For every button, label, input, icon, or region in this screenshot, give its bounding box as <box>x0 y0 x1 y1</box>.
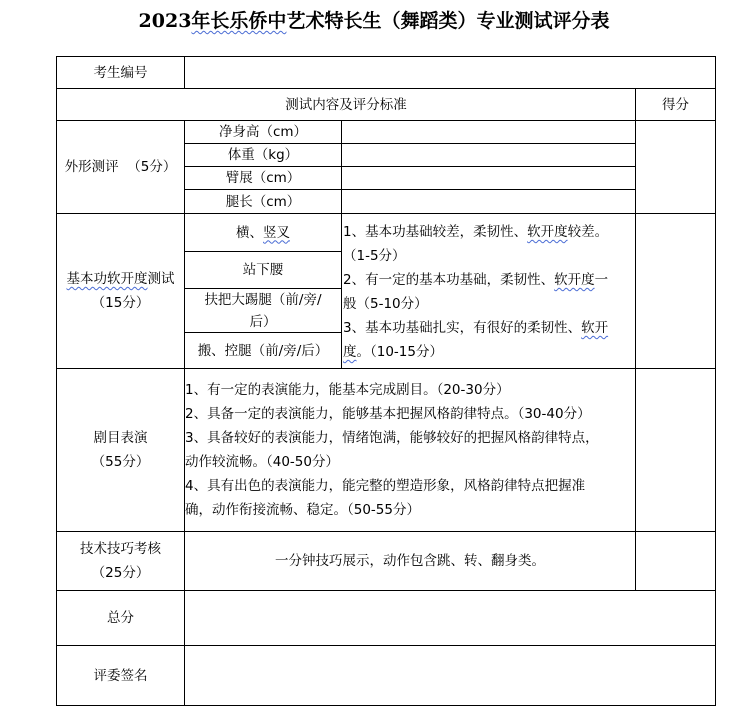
content-header: 测试内容及评分标准 <box>56 88 636 121</box>
appearance-value-armspan[interactable] <box>341 166 636 190</box>
appearance-value-leglength[interactable] <box>341 189 636 214</box>
exam-id-field[interactable] <box>184 56 716 89</box>
total-label: 总分 <box>56 590 185 646</box>
title-year: 2023 <box>138 10 192 32</box>
flexibility-score[interactable] <box>635 213 716 369</box>
appearance-label: 外形测评 （5分） <box>56 120 185 214</box>
appearance-item-armspan: 臂展（cm） <box>184 166 342 190</box>
signature-label: 评委签名 <box>56 645 185 706</box>
exam-id-label: 考生编号 <box>56 56 185 89</box>
flexibility-item-backbend: 站下腰 <box>184 251 342 289</box>
flexibility-item-kicks: 扶把大踢腿（前/旁/ 后） <box>184 288 342 333</box>
appearance-value-height[interactable] <box>341 120 636 144</box>
appearance-score[interactable] <box>635 120 716 214</box>
technique-label: 技术技巧考核 （25分） <box>56 531 185 591</box>
performance-criteria: 1、有一定的表演能力，能基本完成剧目。（20-30分） 2、具备一定的表演能力，能够基本把握风格韵律特点。（30-40分） 3、具备较好的表演能力，情绪饱满，能够较好的把握风格韵律特点， 动作较流畅。（40-50分） 4、具有出色的表演能力，能完整的塑造形象，风格韵律特点把握准 确，动作衔接流畅、稳定。（50-55分） <box>185 382 599 518</box>
technique-criteria: 一分钟技巧展示，动作包含跳、转、翻身类。 <box>184 531 636 591</box>
title-school: 年长乐侨中 <box>191 10 287 32</box>
performance-label: 剧目表演 （55分） <box>56 368 185 532</box>
appearance-item-leglength: 腿长（cm） <box>184 189 342 214</box>
performance-score[interactable] <box>635 368 716 532</box>
score-header: 得分 <box>635 88 716 121</box>
flexibility-item-splits: 横、竖叉 <box>184 213 342 252</box>
flexibility-label: 基本功软开度测试 （15分） <box>56 213 185 369</box>
splits-text: 横、 <box>236 224 263 241</box>
signature-field[interactable] <box>184 645 716 706</box>
document-title <box>0 7 748 35</box>
total-field[interactable] <box>184 590 716 646</box>
appearance-item-height: 净身高（cm） <box>184 120 342 144</box>
flexibility-criteria: 1、基本功基础较差，柔韧性、软开度较差。 （1-5分） 2、有一定的基本功基础，柔韧性、软开度一 般（5-10分） 3、基本功基础扎实，有很好的柔韧性、软开 度。（10-15分） <box>343 224 609 360</box>
appearance-item-weight: 体重（kg） <box>184 143 342 167</box>
technique-score[interactable] <box>635 531 716 591</box>
title-rest: 艺术特长生（舞蹈类）专业测试评分表 <box>286 10 610 32</box>
flexibility-item-legholds: 搬、控腿（前/旁/后） <box>184 332 342 369</box>
appearance-value-weight[interactable] <box>341 143 636 167</box>
flexibility-label-underlined: 基本功软开度 <box>66 271 148 287</box>
